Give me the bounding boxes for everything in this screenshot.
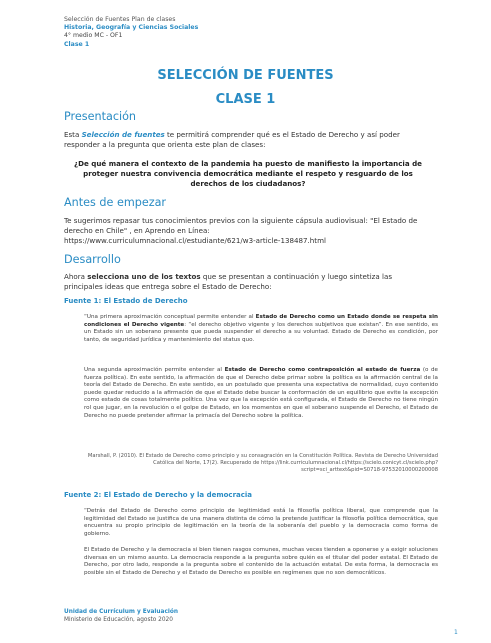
- document-footer: [64, 609, 178, 624]
- heading-desarrollo: Desarrollo: [64, 253, 121, 266]
- footer-ministry: Ministerio de Educación, agosto 2020: [64, 616, 173, 623]
- main-title: SELECCIÓN DE FUENTES: [157, 68, 334, 83]
- fuente1-paragraph2: Una segunda aproximación permite entender al Estado de Derecho como contraposición al estado de fuerza (o de fuerza política). En este sentido, la afirmación de que el Derecho debe primar sobre la política es la afirmación central de la teoría del Estado de Derecho. En este sentido, es un postulado que presenta una expectativa de normalidad, cuyo contenido puede quedar reducido a la afirmación de que el Estado debe buscar la conformación de un equilibrio que evite la excepción como estado de cosas totalmente político. Una vez que la excepción está configurada, el Estado de Derecho no tiene ningún rol que jugar, en la revolución o el golpe de Estado, en los momentos en que el soberano suspende el Derecho, el Estado de Derecho no puede pretender afirmar la primacía del Derecho sobre la política.: [84, 367, 439, 419]
- fuente1-citation: Marshall, P. (2010). El Estado de Derecho como principio y su consagración en la Constitución Política. Revista de Derecho Universidad Católica del Norte, 17(2). Recuperado de https://link.curriculumnacional.cl/https://scielo.conicyt.cl/scielo.php?script=sci_arttext&pid=S0718-97532010000200008: [87, 453, 438, 473]
- header-class: Clase 1: [64, 40, 90, 48]
- header-grade: 4° medio MC - OF1: [64, 32, 123, 40]
- fuente2-paragraph2: El Estado de Derecho y la democracia si bien tienen rasgos comunes, muchas veces tienden a oponerse y a exigir soluciones diversas en un mismo asunto. La democracia responde a la pregunta sobre quién es el titular del poder estatal. El Estado de Derecho, por otro lado, responde a la pregunta sobre el contenido de la actuación estatal. De esta forma, la democracia es posible sin el Estado de Derecho y el Estado de Derecho es posible en regímenes que no son democráticos.: [84, 547, 438, 576]
- footer-unit: Unidad de Currículum y Evaluación: [64, 609, 178, 615]
- document-header: [64, 16, 198, 49]
- fuente2-paragraph1: “Detrás del Estado de Derecho como principio de legitimidad está la filosofía política liberal, que comprende que la legitimidad del Estado se justifica de una manera distinta de cómo la pretende justificar la filosofía política democrática, que encuentra su propio principio de legitimación en la teoría de la soberanía del pueblo y la democracia como forma de gobierno.: [84, 508, 438, 537]
- page-number: 1: [454, 629, 458, 636]
- desarrollo-text: Ahora selecciona uno de los textos que se presentan a continuación y luego sintetiza las principales ideas que entrega sobre el Estado de Derecho:: [64, 272, 393, 291]
- main-subtitle: CLASE 1: [215, 92, 276, 107]
- header-subject: Historia, Geografía y Ciencias Sociales: [64, 24, 199, 32]
- presentacion-text: Esta Selección de fuentes te permitirá comprender qué es el Estado de Derecho y así poder responder a la pregunta que orienta este plan de clases:: [64, 130, 400, 149]
- heading-antes: Antes de empezar: [64, 196, 167, 209]
- antes-link[interactable]: https://www.curriculumnacional.cl/estudiante/621/w3-article-138487.html: [64, 236, 326, 245]
- presentacion-highlight: Selección de fuentes: [81, 130, 165, 139]
- header-doc-type: Selección de Fuentes Plan de clases: [64, 16, 176, 23]
- fuente2-title: Fuente 2: El Estado de Derecho y la democracia: [64, 491, 253, 499]
- heading-presentacion: Presentación: [64, 110, 137, 123]
- fuente1-paragraph1: “Una primera aproximación conceptual permite entender al Estado de Derecho como un Estado donde se respeta sin condiciones el Derecho vigente: “el derecho objetivo vigente y los derechos subjetivos que existan”. En ese sentido, es un Estado sin un soberano presente que pueda suspender el derecho a su voluntad. Estado de Derecho es condición, por tanto, de seguridad jurídica y mantenimiento del status quo.: [84, 314, 438, 343]
- fuente1-title: Fuente 1: El Estado de Derecho: [64, 297, 188, 305]
- desarrollo-bold: selecciona uno de los textos: [87, 272, 201, 281]
- antes-text: Te sugerimos repasar tus conocimientos previos con la siguiente cápsula audiovisual: "El Estado de derecho en Chile" , en Aprendo en Línea:: [64, 216, 418, 235]
- guiding-question: ¿De qué manera el contexto de la pandemia ha puesto de manifiesto la importancia de proteger nuestra convivencia democrática mediante el respeto y resguardo de los derechos de los ciudadanos?: [74, 159, 422, 188]
